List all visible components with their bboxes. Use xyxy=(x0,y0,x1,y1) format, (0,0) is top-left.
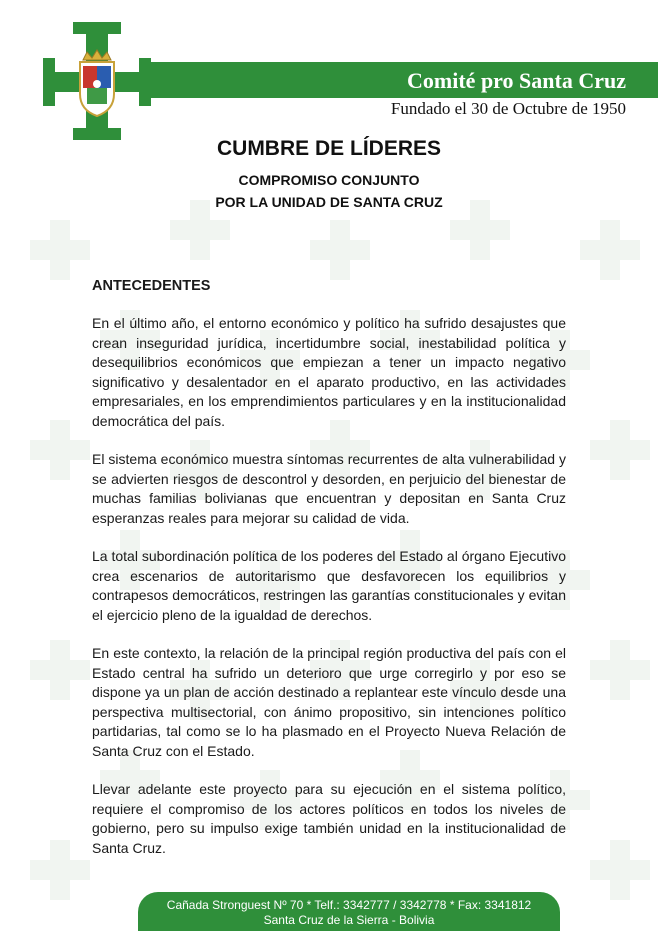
organization-name: Comité pro Santa Cruz xyxy=(407,68,626,93)
paragraph: En este contexto, la relación de la principal región productiva del país con el Estado central ha sufrido un deterioro que urge corregirlo y por eso se dispone ya un plan de acción destinado a replantear este vínculo desde una perspectiva multisectorial, con ánimo propositivo, sin intenciones político partidarias, tal como se lo ha plasmado en el Proyecto Nueva Relación de Santa Cruz con el Estado. xyxy=(92,645,566,759)
section-heading: ANTECEDENTES xyxy=(92,278,211,294)
document-subtitle-line-1: COMPROMISO CONJUNTO xyxy=(238,172,420,188)
document-title: CUMBRE DE LÍDERES xyxy=(216,137,442,160)
paragraph: Llevar adelante este proyecto para su ejecución en el sistema político, requiere el compromiso de los actores políticos en todos los niveles de gobierno, pero su impulso exige también unidad en la institucionalidad de Santa Cruz. xyxy=(92,781,566,856)
document-body xyxy=(92,278,566,877)
paragraph: El sistema económico muestra síntomas recurrentes de alta vulnerabilidad y se advierten riesgos de descontrol y desorden, en perjuicio del bienestar de muchas familias bolivianas que encuentran y depositan en Santa Cruz esperanzas reales para mejorar su calidad de vida. xyxy=(92,451,566,526)
paragraph: La total subordinación política de los poderes del Estado al órgano Ejecutivo crea escenarios de autoritarismo que desfavorecen los equilibrios y contrapesos democráticos, restringen las garantías constitucionales y evitan el ejercicio pleno de la igualdad de derechos. xyxy=(92,548,566,623)
footer-contact xyxy=(138,892,560,931)
santa-cruz-cross-coat-of-arms-icon xyxy=(43,22,151,140)
paragraph: En el último año, el entorno económico y político ha sufrido desajustes que crean inseguridad jurídica, incertidumbre social, inestabilidad política y desequilibrios económicos que empiezan a tener un impacto negativo significativo y desalentador en el aparato productivo, en las actividades empresariales, en los emprendimientos particulares y en la institucionalidad democrática del país. xyxy=(92,315,566,429)
founded-date: Fundado el 30 de Octubre de 1950 xyxy=(390,99,626,118)
footer-address-line: Cañada Stronguest Nº 70 * Telf.: 3342777 / 3342778 * Fax: 3341812 xyxy=(166,898,532,912)
document-subtitle-line-2: POR LA UNIDAD DE SANTA CRUZ xyxy=(215,194,443,210)
footer-city-line: Santa Cruz de la Sierra - Bolivia xyxy=(263,913,435,927)
